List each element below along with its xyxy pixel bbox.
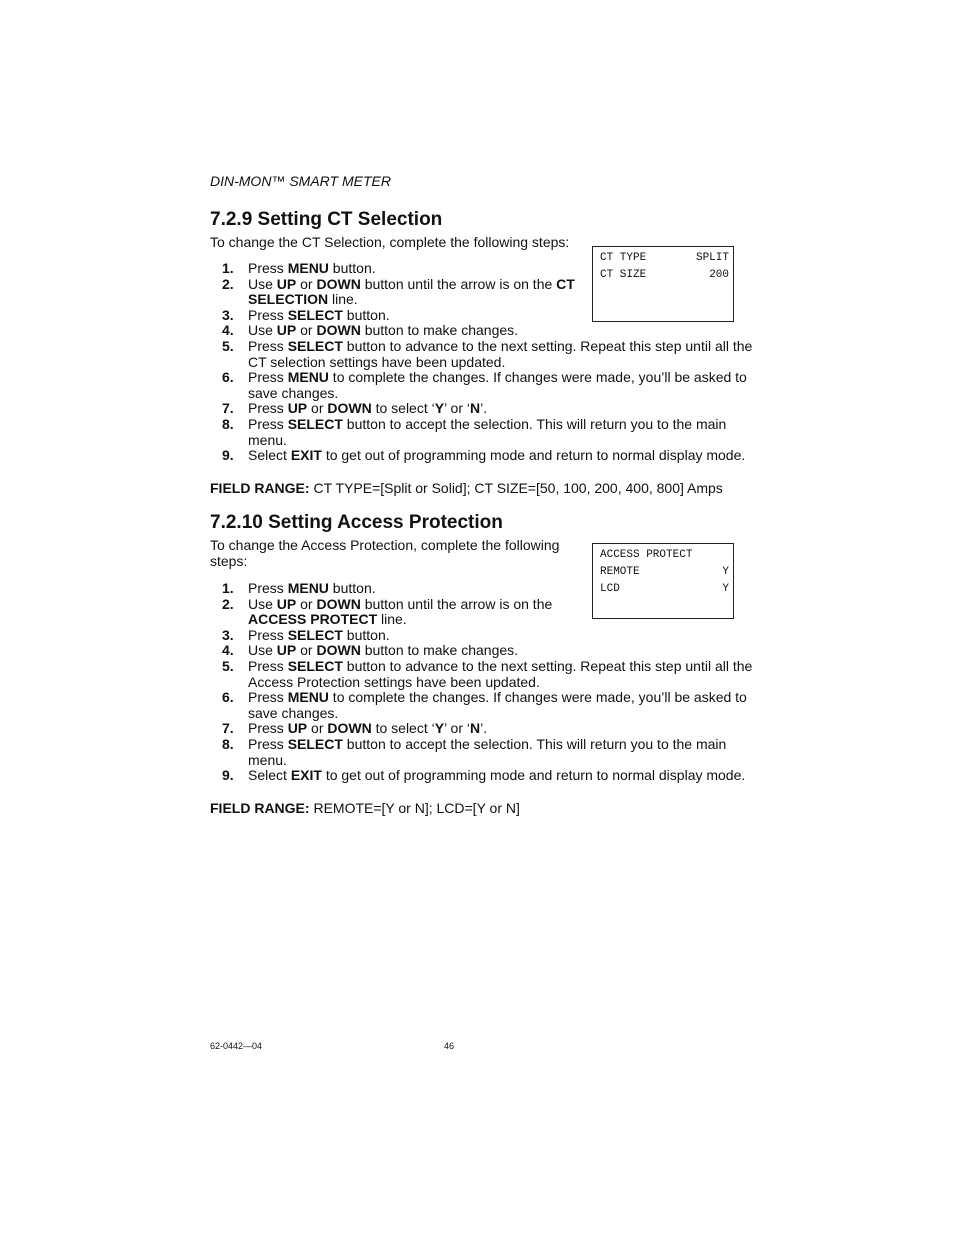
step-number: 1. xyxy=(222,580,234,596)
step-text-segment: button to accept the selection. This will return you to the main menu. xyxy=(248,735,727,768)
lcd-row-label: CT SIZE xyxy=(600,269,647,281)
lcd-row-value: Y xyxy=(722,566,729,578)
step-item xyxy=(210,737,755,768)
lcd-row-value: 200 xyxy=(709,269,729,281)
step-text-segment: to complete the changes. If changes were made, you’ll be asked to save changes. xyxy=(248,369,747,401)
step-number: 6. xyxy=(222,369,234,386)
lcd-display-access-protection xyxy=(592,543,734,619)
step-number: 4. xyxy=(222,322,234,339)
step-text-segment: or xyxy=(307,720,328,737)
step-item xyxy=(210,721,755,737)
step-text-segment: or xyxy=(307,400,328,417)
step-text-segment: to get out of programming mode and return to normal display mode. xyxy=(321,767,746,784)
step-text xyxy=(248,261,578,277)
step-text-segment: Select xyxy=(248,447,291,464)
lcd-row-label: REMOTE xyxy=(600,566,640,578)
step-text-segment: Press xyxy=(248,580,288,596)
step-text-segment: button. xyxy=(328,580,376,596)
step-text xyxy=(248,307,390,323)
step-keyword: DOWN xyxy=(327,400,372,417)
step-keyword: MENU xyxy=(287,689,329,706)
step-item xyxy=(210,401,755,417)
step-text-segment: button. xyxy=(342,306,390,323)
step-text-segment: to get out of programming mode and return to normal display mode. xyxy=(321,447,746,464)
step-text-segment: or xyxy=(296,275,317,292)
step-text xyxy=(248,369,747,401)
step-text-segment: ’. xyxy=(480,400,488,417)
step-item xyxy=(210,768,755,784)
step-text-segment: to select ‘ xyxy=(371,400,435,417)
step-number: 9. xyxy=(222,447,234,464)
step-text-segment: button. xyxy=(342,626,390,643)
step-keyword: N xyxy=(470,400,481,417)
step-text-segment: line. xyxy=(377,611,407,628)
step-text-segment: button until the arrow is on the xyxy=(360,275,557,292)
step-text-segment: Press xyxy=(248,657,288,674)
step-text-segment: Press xyxy=(248,400,288,417)
step-text-segment: Press xyxy=(248,735,288,752)
lcd-row xyxy=(593,564,733,581)
step-keyword: SELECT xyxy=(287,415,343,432)
step-text-segment: Press xyxy=(248,415,288,432)
step-text xyxy=(248,447,745,463)
section-title: 7.2.9 Setting CT Selection xyxy=(210,209,443,230)
step-text-segment: Press xyxy=(248,626,288,643)
step-number: 6. xyxy=(222,689,234,706)
step-keyword: DOWN xyxy=(316,642,361,659)
lcd-row xyxy=(593,267,733,284)
lcd-row xyxy=(593,250,733,267)
step-keyword: SELECT xyxy=(287,337,343,354)
step-keyword: SELECT xyxy=(287,657,343,674)
step-number: 8. xyxy=(222,415,234,432)
step-keyword: DOWN xyxy=(316,595,361,612)
step-text-segment: Press xyxy=(248,306,288,323)
step-text-segment: Use xyxy=(248,275,277,292)
step-text-segment: Press xyxy=(248,689,288,706)
step-text xyxy=(248,400,487,416)
step-keyword: EXIT xyxy=(290,447,322,464)
step-text-segment: Use xyxy=(248,322,277,339)
step-item xyxy=(210,690,755,721)
footer-page-number: 46 xyxy=(444,1041,455,1051)
lcd-row-value: SPLIT xyxy=(695,252,729,264)
step-item xyxy=(210,659,755,690)
step-text-segment: Use xyxy=(248,642,277,659)
step-text xyxy=(248,767,745,783)
step-text xyxy=(248,581,578,597)
field-range-value: CT TYPE=[Split or Solid]; CT SIZE=[50, 100, 200, 400, 800] Amps xyxy=(309,479,723,496)
step-keyword: UP xyxy=(276,642,297,659)
running-header: DIN-MON™ SMART METER xyxy=(210,173,391,189)
step-number: 7. xyxy=(222,720,234,737)
step-keyword: Y xyxy=(434,720,445,737)
step-text xyxy=(248,736,726,768)
step-text-segment: button. xyxy=(328,260,376,276)
step-text-segment: Press xyxy=(248,337,288,354)
section-intro: To change the CT Selection, complete the following steps: xyxy=(210,234,570,250)
field-range-value: REMOTE=[Y or N]; LCD=[Y or N] xyxy=(309,799,520,816)
step-text xyxy=(248,642,518,658)
lcd-row xyxy=(593,547,733,564)
step-text-segment: Press xyxy=(248,260,288,276)
step-keyword: DOWN xyxy=(316,275,361,292)
step-text-segment: Use xyxy=(248,595,277,612)
step-number: 2. xyxy=(222,275,234,292)
step-text xyxy=(248,338,752,370)
section-title: 7.2.10 Setting Access Protection xyxy=(210,512,503,533)
step-keyword: UP xyxy=(287,400,308,417)
step-item xyxy=(210,370,755,401)
step-item xyxy=(210,643,755,659)
step-number: 3. xyxy=(222,306,234,323)
step-keyword: MENU xyxy=(287,580,329,596)
step-keyword: MENU xyxy=(287,260,329,276)
step-item xyxy=(210,323,755,339)
step-keyword: MENU xyxy=(287,369,329,386)
field-range xyxy=(210,480,755,496)
step-text-segment: or xyxy=(296,595,317,612)
step-keyword: SELECT xyxy=(287,626,343,643)
step-text-segment: or xyxy=(296,322,317,339)
step-item xyxy=(210,628,755,644)
step-text xyxy=(248,627,390,643)
step-number: 5. xyxy=(222,657,234,674)
field-range-label: FIELD RANGE: xyxy=(210,799,310,816)
step-number: 3. xyxy=(222,626,234,643)
step-text-segment: button until the arrow is on the xyxy=(360,595,553,612)
footer-doc-number: 62-0442—04 xyxy=(210,1041,263,1051)
step-keyword: SELECT xyxy=(287,735,343,752)
step-text-segment: ’ or ‘ xyxy=(444,720,471,737)
step-keyword: UP xyxy=(276,275,297,292)
step-number: 2. xyxy=(222,595,234,612)
step-number: 5. xyxy=(222,337,234,354)
step-text-segment: ’ or ‘ xyxy=(444,400,471,417)
lcd-row-label: CT TYPE xyxy=(600,252,647,264)
step-text-segment: button to advance to the next setting. Repeat this step until all the Access Protection settings have been updated. xyxy=(248,657,753,690)
step-keyword: SELECT xyxy=(287,306,343,323)
section-intro: To change the Access Protection, complete the following steps: xyxy=(210,537,560,569)
lcd-row-label: ACCESS PROTECT xyxy=(600,549,693,561)
step-keyword: EXIT xyxy=(290,767,322,784)
step-keyword: CT SELECTION xyxy=(248,275,575,308)
step-item xyxy=(210,339,755,370)
step-text xyxy=(248,658,752,690)
lcd-row-label: LCD xyxy=(600,583,620,595)
step-keyword: Y xyxy=(434,400,445,417)
step-keyword: N xyxy=(470,720,481,737)
step-text-segment: button to make changes. xyxy=(360,322,519,339)
step-text-segment: Press xyxy=(248,720,288,737)
step-number: 1. xyxy=(222,260,234,276)
step-text xyxy=(248,597,578,628)
step-text-segment: button to make changes. xyxy=(360,642,519,659)
step-text xyxy=(248,416,726,448)
step-keyword: UP xyxy=(287,720,308,737)
step-keyword: DOWN xyxy=(316,322,361,339)
step-text xyxy=(248,322,518,338)
step-text-segment: button to accept the selection. This will return you to the main menu. xyxy=(248,415,727,448)
step-number: 8. xyxy=(222,735,234,752)
step-text-segment: ’. xyxy=(480,720,488,737)
lcd-display-ct-selection xyxy=(592,246,734,322)
step-keyword: UP xyxy=(276,595,297,612)
step-text-segment: to select ‘ xyxy=(371,720,435,737)
step-keyword: ACCESS PROTECT xyxy=(248,611,378,628)
lcd-row-value: Y xyxy=(722,583,729,595)
step-keyword: DOWN xyxy=(327,720,372,737)
step-number: 9. xyxy=(222,767,234,784)
step-text-segment: line. xyxy=(328,291,358,308)
lcd-row xyxy=(593,581,733,598)
step-text xyxy=(248,689,747,721)
step-keyword: UP xyxy=(276,322,297,339)
field-range-label: FIELD RANGE: xyxy=(210,479,310,496)
step-text-segment: Press xyxy=(248,369,288,386)
step-item xyxy=(210,448,755,464)
step-text-segment: button to advance to the next setting. Repeat this step until all the CT selection settings have been updated. xyxy=(248,337,753,370)
step-number: 7. xyxy=(222,400,234,417)
field-range xyxy=(210,800,755,816)
step-text xyxy=(248,720,487,736)
step-item xyxy=(210,417,755,448)
step-text xyxy=(248,277,578,308)
step-number: 4. xyxy=(222,642,234,659)
step-text-segment: or xyxy=(296,642,317,659)
step-text-segment: Select xyxy=(248,767,291,784)
step-text-segment: to complete the changes. If changes were made, you’ll be asked to save changes. xyxy=(248,689,747,721)
